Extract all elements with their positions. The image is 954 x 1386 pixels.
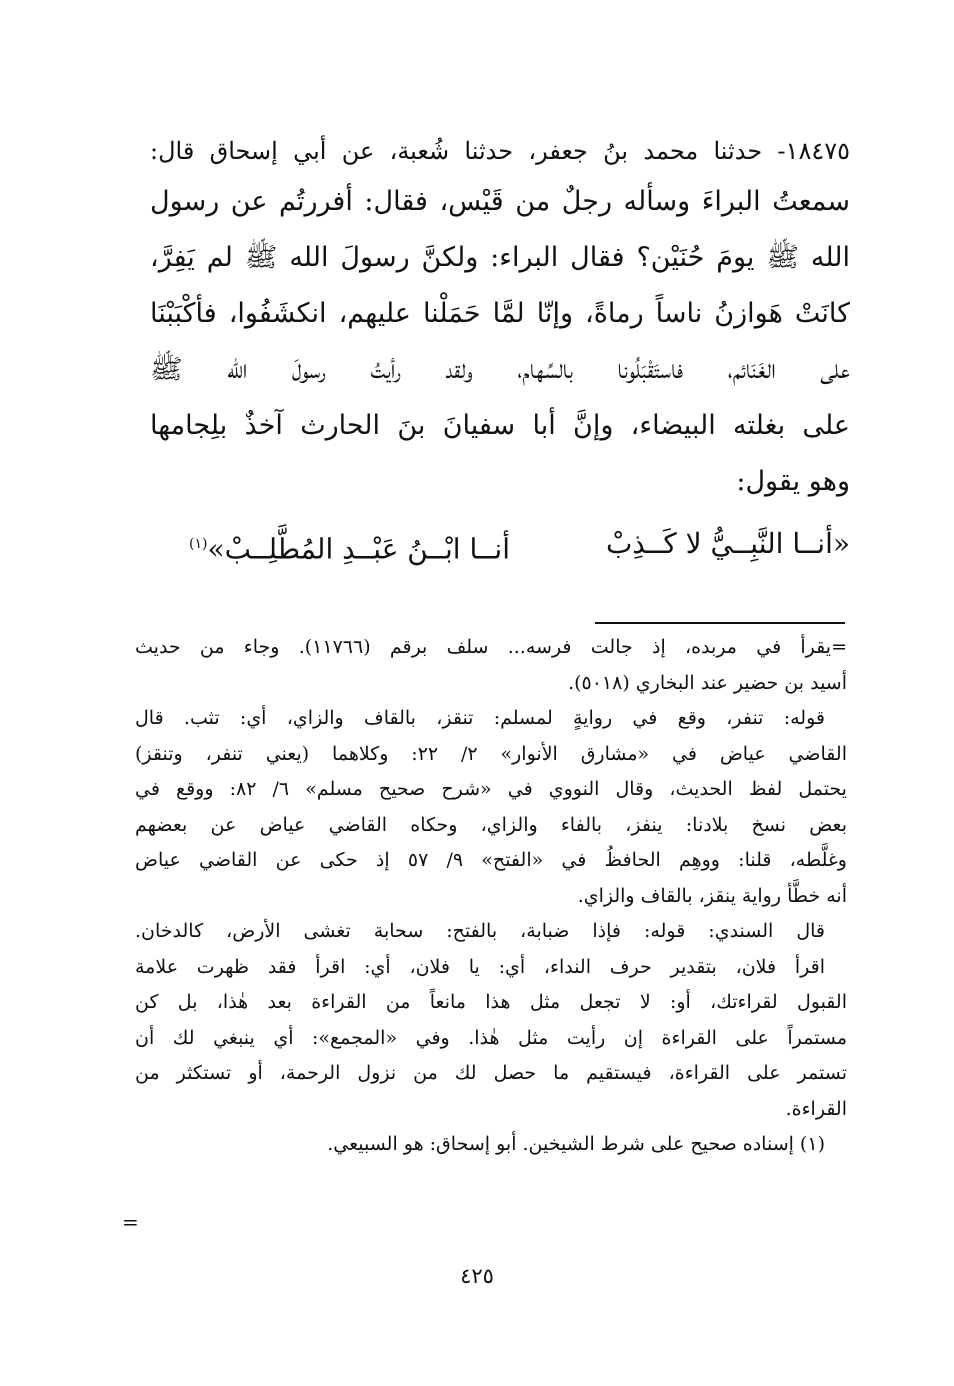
hadith-text-line: على الغَنَائم، فاستَقْبَلُونا بالسِّهام، ولقد رأيتُ رسولَ الله ﷺ [150, 354, 850, 385]
footnote-separator [595, 622, 845, 624]
footnote-line: بعض نسخ بلادنا: ينفز، بالفاء والزاي، وحكاه القاضي عياض عن بعضهم [135, 813, 847, 836]
verse-second-hemistich-text: أنــا ابْــنُ عَبْــدِ المُطَّلِــبْ» [207, 532, 510, 566]
footnote-line: (١) إسناده صحيح على شرط الشيخين. أبو إسحاق: هو السبيعي. [327, 1133, 825, 1155]
footnote-line: =يقرأ في مربده، إذ جالت فرسه... سلف برقم (١١٧٦٦). وجاء من حديث [135, 636, 847, 658]
footnote-line: القبول لقراءتك، أو: لا تجعل مثل هذا مانعاً من القراءة بعد هٰذا، بل كن [135, 991, 847, 1013]
hadith-text-line: سمعتُ البراءَ وسأله رجلٌ من قَيْس، فقال: أفررتُم عن رسول [150, 186, 850, 217]
verse-second-hemistich [189, 514, 510, 579]
hadith-text-line: الله ﷺ يومَ حُنَيْن؟ فقال البراء: ولكنَّ رسولَ الله ﷺ لم يَفِرَّ، [150, 242, 850, 273]
footnote-line: يحتمل لفظ الحديث، وقال النووي في «شرح صحيح مسلم» ٦/ ٨٢: ووقع في [135, 778, 847, 800]
poetry-verse [150, 514, 850, 579]
footnote-line: أسيد بن حضير عند البخاري (٥٠١٨). [568, 671, 847, 694]
hadith-text-line: وهو يقول: [736, 466, 850, 497]
footnote-line: اقرأ فلان، بتقدير حرف النداء، أي: يا فلان، أي: اقرأ فقد ظهرت علامة [135, 955, 825, 978]
hadith-header-line: ١٨٤٧٥- حدثنا محمد بنُ جعفر، حدثنا شُعبة، عن أبي إسحاق قال: [150, 137, 850, 165]
verse-first-hemistich: «أنــا النَّبِــيُّ لا كَــذِبْ [605, 527, 850, 560]
main-text [150, 128, 850, 579]
footnote-line: قوله: تنفر، وقع في روايةٍ لمسلم: تنقز، بالقاف والزاي، أي: تثب. قال [135, 707, 825, 729]
footnotes [135, 630, 847, 1163]
footnote-line: القاضي عياض في «مشارق الأنوار» ٢/ ٢٢: وكلاهما (يعني تنفر، وتنقز) [135, 742, 847, 765]
hadith-text-line: كانَتْ هَوازنُ ناساً رماةً، وإنّا لمَّا حَمَلْنا عليهم، انكشَفُوا، فأكْبَبْنَا [150, 298, 850, 329]
page-number: ٤٢٥ [460, 1264, 494, 1288]
continuation-mark: = [122, 1210, 139, 1234]
footnote-reference: (١) [189, 536, 208, 552]
hadith-text-line: على بغلته البيضاء، وإنَّ أبا سفيانَ بنَ الحارث آخذٌ بلِجامها [150, 410, 850, 441]
footnote-line: قال السندي: قوله: فإذا ضبابة، بالفتح: سحابة تغشى الأرض، كالدخان. [135, 920, 825, 942]
footnote-line: وغلَّطه، قلنا: ووهِم الحافظُ في «الفتح» ٩/ ٥٧ إذ حكى عن القاضي عياض [135, 849, 847, 871]
footnote-line: مستمراً على القراءة إن رأيت مثل هٰذا. وفي «المجمع»: أي ينبغي لك أن [135, 1026, 847, 1049]
footnote-line: أنه خطَّأ رواية ينقز، بالقاف والزاي. [577, 884, 847, 907]
footnote-line: تستمر على القراءة، فيستقيم ما حصل لك من نزول الرحمة، أو تستكثر من [135, 1062, 847, 1084]
footnote-line: القراءة. [785, 1097, 847, 1120]
